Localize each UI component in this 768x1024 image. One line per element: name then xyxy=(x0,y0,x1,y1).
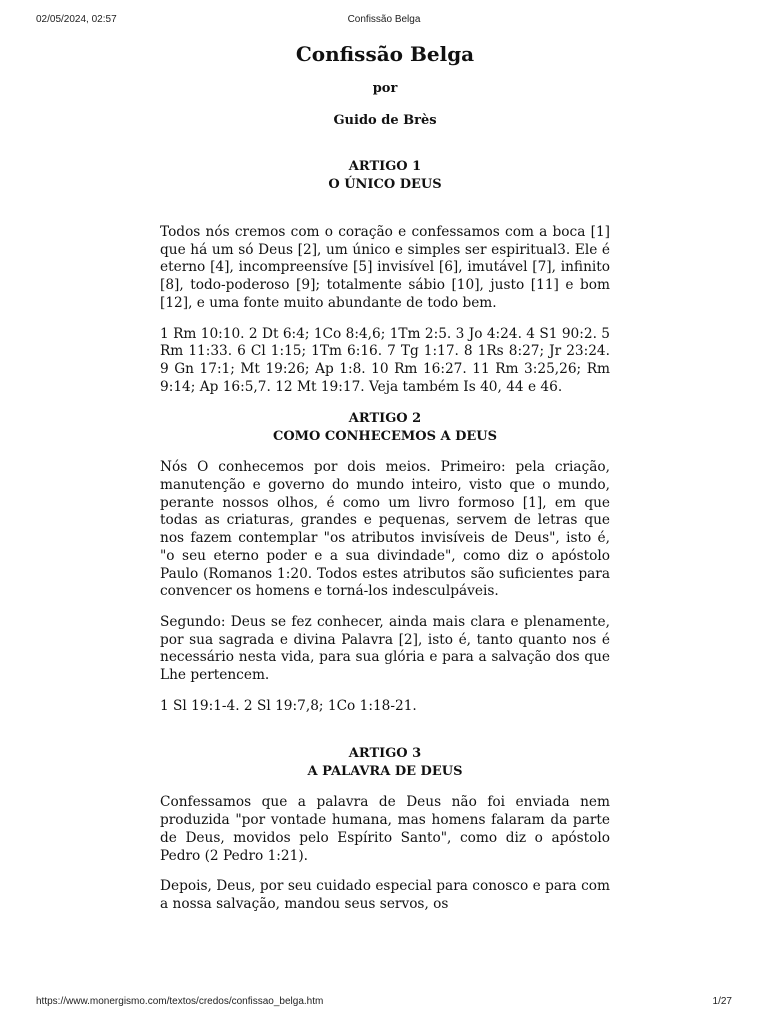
article-heading: O ÚNICO DEUS xyxy=(328,177,442,192)
article-paragraph: Confessamos que a palavra de Deus não foi enviada nem produzida "por vontade humana, mas homens falaram da parte de Deus, movidos pelo Espírito Santo", como diz o apóstolo Pedro (2 Pedro 1:21). xyxy=(160,794,610,864)
article-number: ARTIGO 3 xyxy=(348,746,422,762)
article-footnotes: 1 Rm 10:10. 2 Dt 6:4; 1Co 8:4,6; 1Tm 2:5. 3 Jo 4:24. 4 S1 90:2. 5 Rm 11:33. 6 Cl 1:15; 1Tm 6:16. 7 Tg 1:17. 8 1Rs 8:27; Jr 23:24. 9 Gn 17:1; Mt 19:26; Ap 1:8. 10 Rm 16:27. 11 Rm 3:25,26; Rm 9:14; Ap 16:5,7. 12 Mt 19:17. Veja também Is 40, 44 e 46. xyxy=(160,325,610,395)
article-paragraph: Segundo: Deus se fez conhecer, ainda mais clara e plenamente, por sua sagrada e divina Palavra [2], isto é, tanto quanto nos é necessário nesta vida, para sua glória e para a salvação dos que Lhe pertencem. xyxy=(160,613,610,684)
print-page-title: Confissão Belga xyxy=(347,14,421,25)
article-footnotes: 1 Sl 19:1-4. 2 Sl 19:7,8; 1Co 1:18-21. xyxy=(160,697,417,714)
article-number: ARTIGO 2 xyxy=(348,411,422,427)
document-title: Confissão Belga xyxy=(295,42,475,66)
page-number: 1/27 xyxy=(712,996,732,1007)
article-number: ARTIGO 1 xyxy=(348,159,422,174)
article-1 xyxy=(160,158,610,396)
print-header xyxy=(0,14,768,28)
print-datetime: 02/05/2024, 02:57 xyxy=(36,14,117,25)
author-name: Guido de Brès xyxy=(333,113,437,128)
article-header xyxy=(160,745,610,781)
article-paragraph: Nós O conhecemos por dois meios. Primeiro: pela criação, manutenção e governo do mundo inteiro, visto que o mundo, perante nossos olhos, é como um livro formoso [1], em que todas as criaturas, grandes e pequenas, servem de letras que nos fazem contemplar "os atributos invisíveis de Deus", isto é, "o seu eterno poder e a sua divindade", como diz o apóstolo Paulo (Romanos 1:20. Todos estes atributos são suficientes para convencer os homens e torná-los indesculpáveis. xyxy=(160,459,610,600)
article-paragraph: Todos nós cremos com o coração e confessamos com a boca [1] que há um só Deus [2], um único e simples ser espiritual3. Ele é eterno [4], incompreensíve [5] invisível [6], imutável [7], infinito [8], todo-poderoso [9]; totalmente sábio [10], justo [11] e bom [12], e uma fonte muito abundante de todo bem. xyxy=(160,224,610,311)
document-body xyxy=(160,40,610,914)
article-3 xyxy=(160,745,610,913)
article-header xyxy=(160,158,610,194)
source-url: https://www.monergismo.com/textos/credos/confissao_belga.htm xyxy=(36,996,324,1007)
print-footer xyxy=(0,996,768,1010)
byline: por xyxy=(372,81,398,96)
article-header xyxy=(160,410,610,446)
article-paragraph: Depois, Deus, por seu cuidado especial para conosco e para com a nossa salvação, mandou seus servos, os xyxy=(160,878,610,912)
article-heading: COMO CONHECEMOS A DEUS xyxy=(272,429,498,445)
article-heading: A PALAVRA DE DEUS xyxy=(307,764,463,780)
article-2 xyxy=(160,410,610,715)
